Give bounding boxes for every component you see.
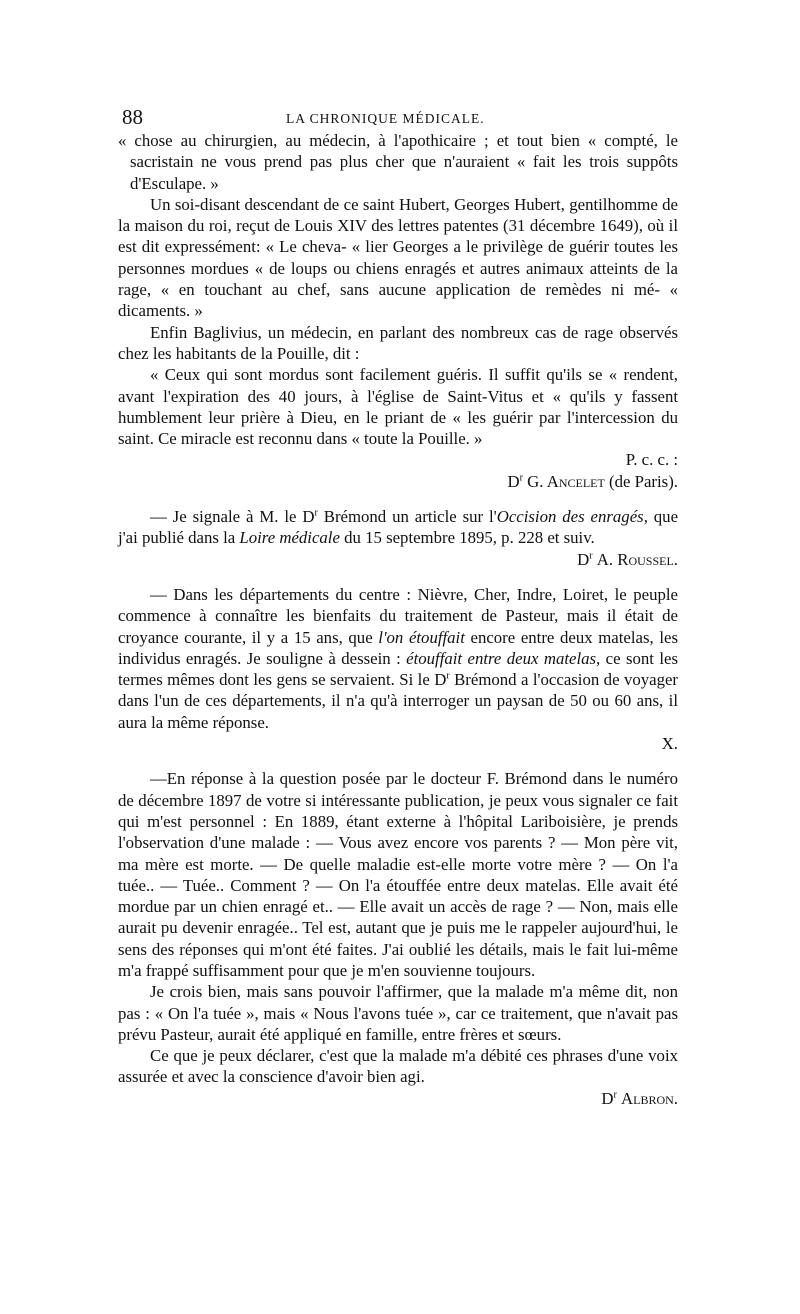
signature-ancelet xyxy=(118,471,678,492)
pcc-line: P. c. c. : xyxy=(625,450,678,470)
signature-title-sup: r xyxy=(519,472,523,484)
paragraph-baglivius-quote: « Ceux qui sont mordus sont facilement guéris. Il suffit qu'ils se « rendent, avant l'expiration des 40 jours, à l'église de Saint-Vitus et « qu'ils y fassent humblement leur prière à Dieu, en le priant de « les guérir par l'intercession du saint. Ce miracle est reconnu dans « toute la Pouille. » xyxy=(118,365,678,449)
title-loire-medicale: Loire médicale xyxy=(239,528,340,548)
title-occision: Occision des enragés xyxy=(496,507,644,527)
running-title: LA CHRONIQUE MÉDICALE. xyxy=(286,111,485,126)
signature-title: D xyxy=(507,471,520,491)
document-page xyxy=(118,100,678,1109)
paragraph-hubert: Un soi-disant descendant de ce saint Hubert, Georges Hubert, gentilhomme de la maison du roi, reçut de Louis XIV des lettres patentes (31 décembre 1649), où il est dit expressément: « Le cheva- « lier Georges a le privilège de guérir toutes les personnes mordues « de loups ou chiens enragés et autres animaux atteints de la rage, « en touchant au chef, sans aucune application de remèdes ni mé- « dicaments. » xyxy=(118,194,678,321)
paragraph-lariboisiere: —En réponse à la question posée par le docteur F. Brémond dans le numéro de décembre 1897 de votre si intéressante publication, je peux vous signaler ce fait qui m'est personnel : En 1889, étant externe à l'hôpital Lariboisière, je prends l'observation d'une malade : — Vous avez encore vos parents ? — Mon père vit, ma mère est morte. — De quelle maladie est-elle morte votre mère ? — On l'a tuée.. — Tuée.. Comment ? — On l'a étouffée entre deux matelas. Elle avait été mordue par un chien enragé et.. — Elle avait un accès de rage ? — Non, mais elle aurait pu devenir enragée.. Tel est, autant que je puis me le rappeler aujourd'hui, le sens des réponses qui m'ont été faites. J'ai oublié les détails, mais le fait lui-même m'a frappé suffisamment pour que je m'en souvienne toujours. xyxy=(118,769,678,980)
page-header xyxy=(118,100,678,130)
paragraph-tuee: Je crois bien, mais sans pouvoir l'affirmer, que la malade m'a même dit, non pas : « On l'a tuée », mais « Nous l'avons tuée », car ce traitement, que n'avait pas prévu Pasteur, aurait été appliqué en famille, entre frères et sœurs. xyxy=(118,982,678,1044)
article-body xyxy=(118,130,678,1109)
signature-name: G. Ancelet xyxy=(527,471,605,491)
signature-albron: $D^r$ Albron. xyxy=(601,1088,678,1108)
paragraph-centre: — Dans les départements du centre : Nièvre, Cher, Indre, Loiret, le peuple commence à connaître les bienfaits du traitement de Pasteur, mais il était de croyance courante, il y a 15 ans, que l'on étouffait encore entre deux matelas, les individus enragés. Je souligne à dessein : étouffait entre deux matelas, ce sont les termes mêmes dont les gens se servaient. Si le $D^r$ Brémond a l'occasion de voyager dans l'un de ces départements, il n'a qu'à interroger un paysan de 50 ou 60 ans, il aura la même réponse. xyxy=(118,584,679,732)
paragraph-declaration: Ce que je peux déclarer, c'est que la malade m'a débité ces phrases d'une voix assurée et avec la conscience d'avoir bien agi. xyxy=(118,1046,678,1087)
paragraph-quote-end: « chose au chirurgien, au médecin, à l'apothicaire ; et tout bien « compté, le sacristain ne vous prend pas plus cher que n'auraient « fait les trois suppôts d'Esculape. » xyxy=(118,131,678,193)
signature-place: (de Paris). xyxy=(609,471,678,491)
page-number: 88 xyxy=(122,105,143,129)
signature-roussel: $D^r$ A. Roussel. xyxy=(577,549,678,569)
paragraph-baglivius: Enfin Baglivius, un médecin, en parlant des nombreux cas de rage observés chez les habitants de la Pouille, dit : xyxy=(118,322,678,363)
signature-x: X. xyxy=(661,734,678,754)
paragraph-roussel: — Je signale à M. le $D^r$ Brémond un article sur l'Occision des enragés, que j'ai publié dans la Loire médicale du 15 septembre 1895, p. 228 et suiv. xyxy=(118,507,679,548)
